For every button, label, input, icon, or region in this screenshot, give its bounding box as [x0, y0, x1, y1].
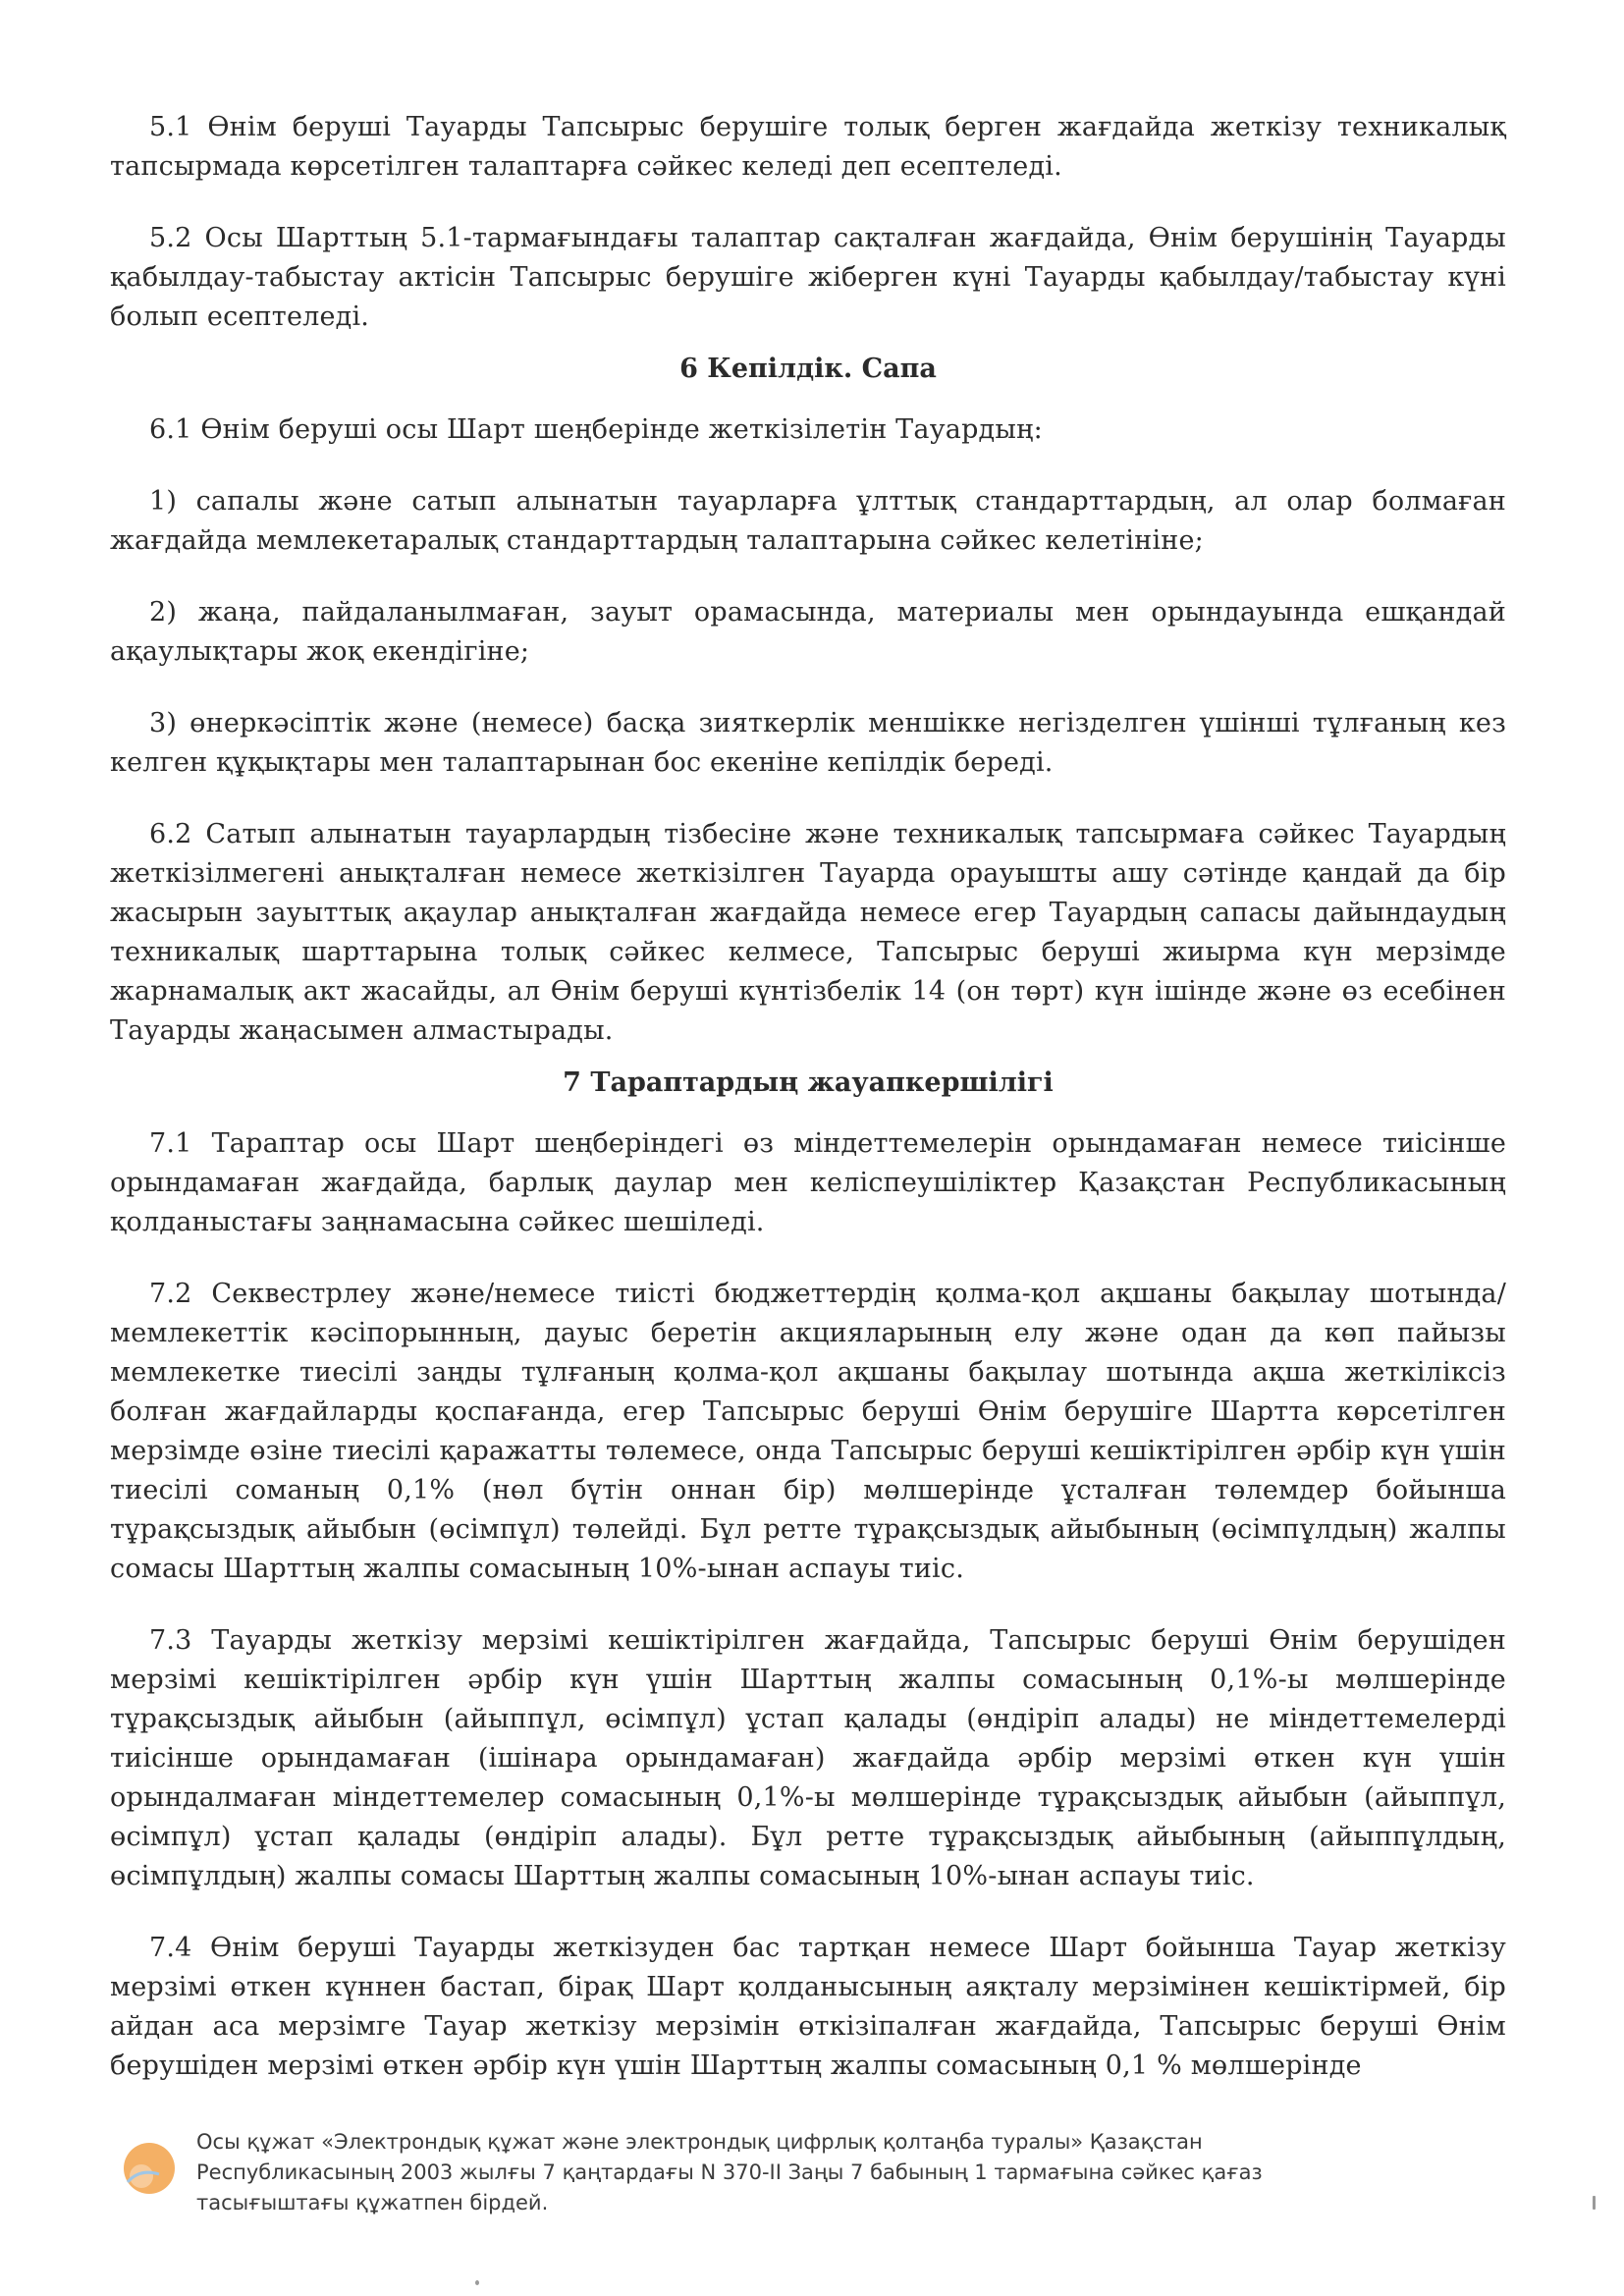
clause-7-4: 7.4 Өнім беруші Тауарды жеткізуден бас тартқан немесе Шарт бойынша Тауар жеткізу мерзімі өткен күннен бастап, бірақ Шарт қолданысының аяқталу мерзімінен кешіктірмей, бір айдан аса мерзімге Тауар жеткізу мерзімін өткізіпалған жағдайда, Тапсырыс беруші Өнім берушіден мерзімі өткен әрбір күн үшін Шарттың жалпы сомасының 0,1 % мөлшерінде — [110, 1933, 1506, 2081]
footer-line-3: тасығыштағы құжатпен бірдей. — [196, 2191, 549, 2214]
scan-speck — [475, 2280, 479, 2285]
footer-line-2: Республикасының 2003 жылғы 7 қаңтардағы N 370-II Заңы 7 бабының 1 тармағына сәйкес қағаз — [196, 2160, 1263, 2184]
clause-7-1: 7.1 Тараптар осы Шарт шеңберіндегі өз міндеттемелерін орындамаған немесе тиісінше орындамаған жағдайда, барлық даулар мен келіспеушіліктер Қазақстан Республикасының қолданыстағы заңнамасына сәйкес шешіледі. — [110, 1128, 1506, 1237]
e-document-footer — [110, 2121, 1506, 2229]
footer-line-1: Осы құжат «Электрондық құжат және электрондық цифрлық қолтаңба туралы» Қазақстан — [196, 2130, 1203, 2154]
clause-6-1-item-2: 2) жаңа, пайдаланылмаған, зауыт орамасында, материалы мен орындауында ешқандай ақаулықтары жоқ екендігіне; — [110, 597, 1506, 667]
section-7-heading: 7 Тараптардың жауапкершілігі — [563, 1067, 1054, 1098]
document-body — [110, 108, 1506, 2118]
footer-notice — [196, 2127, 1473, 2218]
clause-6-1: 6.1 Өнім беруші осы Шарт шеңберінде жеткізілетін Тауардың: — [149, 414, 1043, 445]
section-6-heading: 6 Кепілдік. Сапа — [679, 354, 937, 384]
clause-5-2: 5.2 Осы Шарттың 5.1-тармағындағы талаптар сақталған жағдайда, Өнім берушінің Тауарды қабылдау-табыстау актісін Тапсырыс берушіге жіберген күні Тауарды қабылдау/табыстау күні болып есептеледі. — [110, 223, 1506, 332]
clause-7-3: 7.3 Тауарды жеткізу мерзімі кешіктірілген жағдайда, Тапсырыс беруші Өнім берушіден мерзімі кешіктірілген әрбір күн үшін Шарттың жалпы сомасының 0,1%-ы мөлшерінде тұрақсыздық айыбын (айыппұл, өсімпұл) ұстап қалады (өндіріп алады) не міндеттемелерді тиісінше орындамаған (ішінара орындамаған) жағдайда әрбір мерзімі өткен күн үшін орындалмаған міндеттемелер сомасының 0,1%-ы мөлшерінде тұрақсыздық айыбын (айыппұл, өсімпұл) ұстап қалады (өндіріп алады). Бұл ретте тұрақсыздық айыбының (айыппұлдың, өсімпұлдың) жалпы сомасы Шарттың жалпы сомасының 10%-ынан аспауы тиіс. — [110, 1625, 1506, 1891]
clause-6-1-item-1: 1) сапалы және сатып алынатын тауарларға ұлттық стандарттардың, ал олар болмаған жағдайда мемлекетаралық стандарттардың талаптарына сәйкес келетініне; — [110, 486, 1506, 556]
e-gov-logo-icon — [120, 2139, 179, 2198]
clause-6-2: 6.2 Сатып алынатын тауарлардың тізбесіне және техникалық тапсырмаға сәйкес Тауардың жеткізілмегені анықталған немесе жеткізілген Тауарда орауышты ашу сәтінде қандай да бір жасырын зауыттық ақаулар анықталған жағдайда немесе егер Тауардың сапасы дайындаудың техникалық шарттарына толық сәйкес келмесе, Тапсырыс беруші жиырма күн мерзімде жарнамалық акт жасайды, ал Өнім беруші күнтізбелік 14 (он төрт) күн ішінде және өз есебінен Тауарды жаңасымен алмастырады. — [110, 819, 1506, 1046]
clause-5-1: 5.1 Өнім беруші Тауарды Тапсырыс берушіге толық берген жағдайда жеткізу техникалық тапсырмада көрсетілген талаптарға сәйкес келеді деп есептеледі. — [110, 112, 1506, 182]
clause-6-1-item-3: 3) өнеркәсіптік және (немесе) басқа зияткерлік меншікке негізделген үшінші тұлғаның кез келген құқықтары мен талаптарынан бос екеніне кепілдік береді. — [110, 708, 1506, 778]
scan-speck — [1593, 2196, 1596, 2210]
clause-7-2: 7.2 Секвестрлеу және/немесе тиісті бюджеттердің қолма-қол ақшаны бақылау шотында/мемлекеттік кәсіпорынның, дауыс беретін акцияларының елу және одан да көп пайызы мемлекетке тиесілі заңды тұлғаның қолма-қол ақшаны бақылау шотында ақша жеткіліксіз болған жағдайларды қоспағанда, егер Тапсырыс беруші Өнім берушіге Шартта көрсетілген мерзімде өзіне тиесілі қаражатты төлемесе, онда Тапсырыс беруші кешіктірілген әрбір күн үшін тиесілі соманың 0,1% (нөл бүтін оннан бір) мөлшерінде ұсталған төлемдер бойынша тұрақсыздық айыбын (өсімпұл) төлейді. Бұл ретте тұрақсыздық айыбының (өсімпұлдың) жалпы сомасы Шарттың жалпы сомасының 10%-ынан аспауы тиіс. — [110, 1279, 1506, 1584]
